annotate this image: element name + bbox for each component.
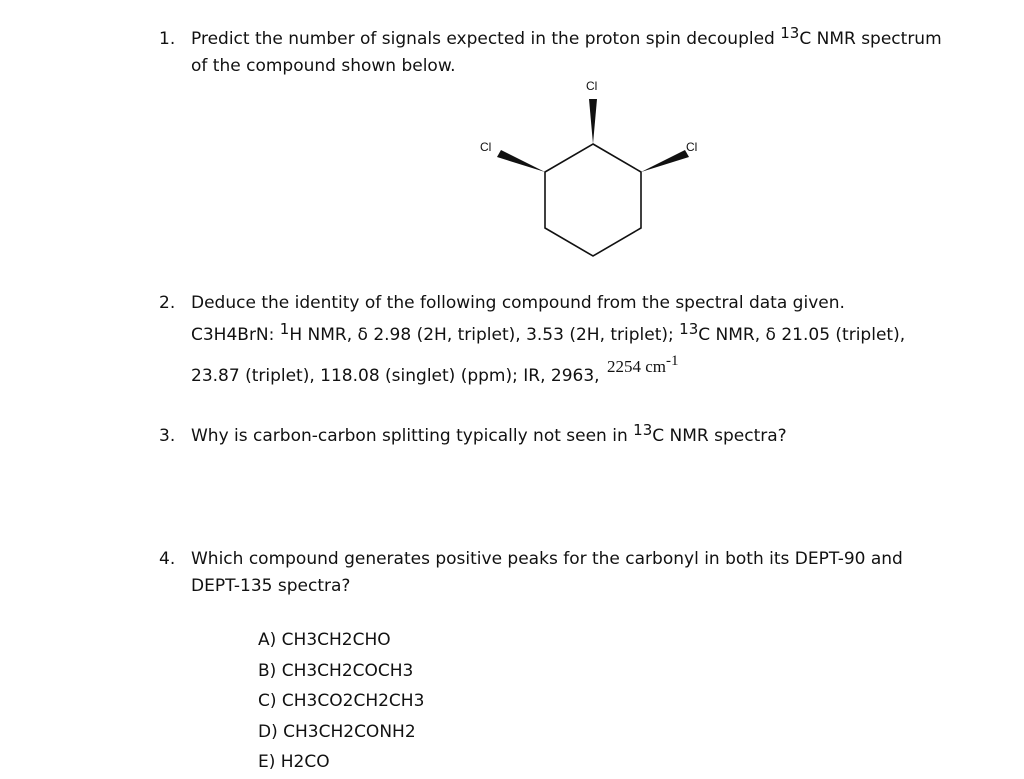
q2-text-line2 <box>191 320 906 345</box>
q2-text-line3-main: 23.87 (triplet), 118.08 (singlet) (ppm); IR, 2963, <box>191 366 600 386</box>
q2-text-line2-mid: H NMR, δ 2.98 (2H, triplet), 3.53 (2H, triplet); <box>289 325 680 345</box>
q1-text-line2: of the compound shown below. <box>191 56 456 76</box>
q2-number: 2. <box>159 293 176 313</box>
wedge-bond-left <box>497 150 545 172</box>
q3-number: 3. <box>159 426 176 446</box>
cyclohexane-ring <box>545 144 641 256</box>
q3-c13-superscript: 13 <box>633 421 653 439</box>
wedge-bond-top <box>589 99 597 144</box>
choice-b: B) CH3CH2COCH3 <box>258 661 414 681</box>
q2-h1-superscript: 1 <box>279 320 290 338</box>
q1-number: 1. <box>159 29 176 49</box>
q4-text-line2: DEPT-135 spectra? <box>191 576 351 596</box>
q2-text-line2-post: C NMR, δ 21.05 (triplet), <box>698 325 906 345</box>
q2-ir-number: 2254 cm <box>606 357 666 376</box>
choice-e: E) H2CO <box>258 752 330 772</box>
cl-label-top: Cl <box>586 79 598 93</box>
trichlorocyclohexane-structure <box>470 75 720 275</box>
q3-text <box>191 421 787 446</box>
q4-text-line1: Which compound generates positive peaks for the carbonyl in both its DEPT-90 and <box>191 549 903 569</box>
choice-a: A) CH3CH2CHO <box>258 630 391 650</box>
q2-text-line1: Deduce the identity of the following compound from the spectral data given. <box>191 293 845 313</box>
choice-c: C) CH3CO2CH2CH3 <box>258 691 425 711</box>
q2-text-line3 <box>191 353 679 386</box>
cl-label-left: Cl <box>480 140 492 154</box>
q4-number: 4. <box>159 549 176 569</box>
q1-text-line1-pre: Predict the number of signals expected in the proton spin decoupled <box>191 29 781 49</box>
q2-ir-superscript: -1 <box>666 353 679 369</box>
q2-ir-value <box>606 353 679 376</box>
choice-d: D) CH3CH2CONH2 <box>258 722 416 742</box>
q2-c13-superscript: 13 <box>679 320 699 338</box>
q1-text-line1 <box>191 24 942 49</box>
q3-text-pre: Why is carbon-carbon splitting typically not seen in <box>191 426 634 446</box>
wedge-bond-right <box>641 150 689 172</box>
q3-text-post: C NMR spectra? <box>652 426 787 446</box>
q2-formula: C3H4BrN: <box>191 325 280 345</box>
q1-c13-superscript: 13 <box>780 24 800 42</box>
q1-text-line1-post: C NMR spectrum <box>799 29 942 49</box>
cl-label-right: Cl <box>686 140 698 154</box>
